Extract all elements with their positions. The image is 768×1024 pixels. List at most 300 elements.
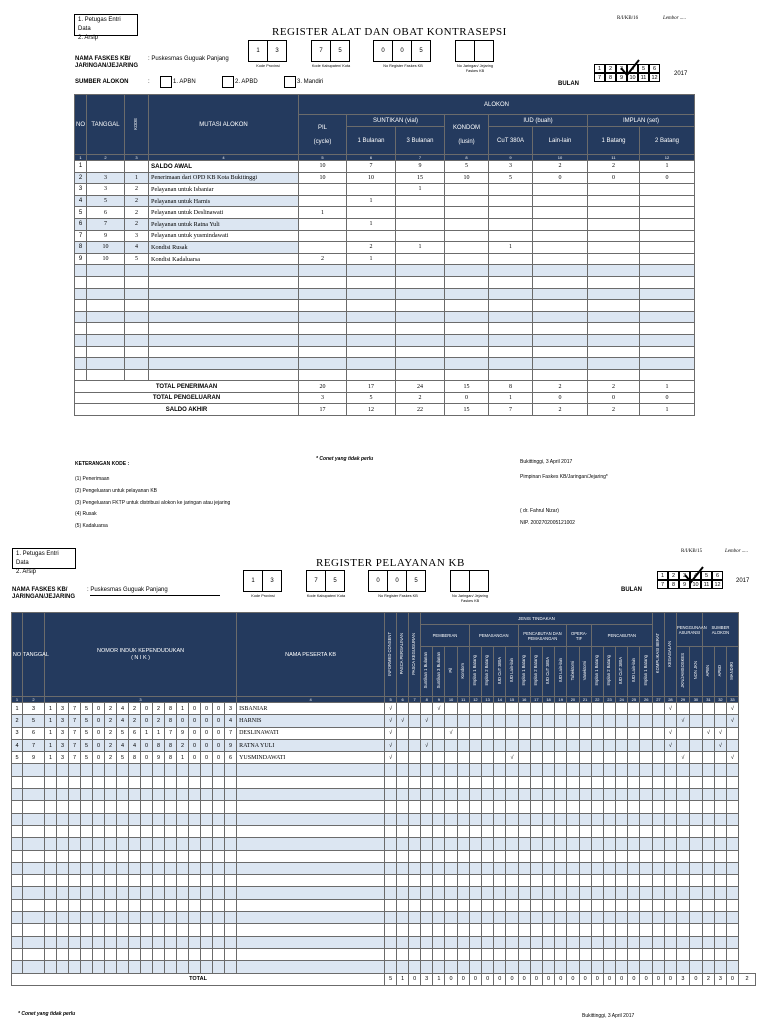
nik-digit[interactable]: 6 — [129, 727, 141, 739]
empty-cell[interactable] — [567, 838, 579, 850]
nik-digit[interactable]: 2 — [105, 727, 117, 739]
row-mark[interactable]: √ — [714, 727, 726, 739]
empty-cell[interactable] — [177, 948, 189, 960]
empty-cell[interactable] — [421, 776, 433, 788]
row-mark[interactable] — [676, 739, 689, 751]
empty-cell[interactable] — [177, 801, 189, 813]
empty-cell[interactable] — [433, 887, 445, 899]
row-value[interactable] — [489, 184, 533, 196]
row-mark[interactable] — [702, 752, 714, 764]
row-mark[interactable] — [542, 703, 554, 715]
empty-cell[interactable] — [494, 899, 506, 911]
empty-cell[interactable] — [396, 346, 445, 358]
empty-cell[interactable] — [57, 789, 69, 801]
empty-cell[interactable] — [421, 825, 433, 837]
empty-cell[interactable] — [165, 776, 177, 788]
empty-cell[interactable] — [518, 776, 530, 788]
empty-cell[interactable] — [165, 887, 177, 899]
row-mark[interactable] — [433, 739, 445, 751]
empty-cell[interactable] — [141, 862, 153, 874]
empty-cell[interactable] — [603, 813, 615, 825]
row-value[interactable]: 1 — [396, 242, 445, 254]
empty-cell[interactable] — [105, 924, 117, 936]
empty-cell[interactable] — [57, 936, 69, 948]
empty-cell[interactable] — [616, 899, 628, 911]
empty-cell[interactable] — [482, 776, 494, 788]
empty-cell[interactable] — [445, 801, 457, 813]
empty-cell[interactable] — [702, 764, 714, 776]
empty-cell[interactable] — [489, 288, 533, 300]
empty-cell[interactable] — [421, 838, 433, 850]
nik-digit[interactable]: 2 — [105, 752, 117, 764]
empty-cell[interactable] — [714, 801, 726, 813]
empty-cell[interactable] — [153, 838, 165, 850]
empty-cell[interactable] — [542, 850, 554, 862]
empty-cell[interactable] — [567, 789, 579, 801]
nik-digit[interactable]: 7 — [69, 715, 81, 727]
row-mutasi[interactable]: Kondisi Rusak — [149, 242, 299, 254]
empty-cell[interactable] — [421, 936, 433, 948]
empty-cell[interactable] — [445, 899, 457, 911]
row-mark[interactable] — [579, 703, 591, 715]
empty-cell[interactable] — [482, 948, 494, 960]
row-mark[interactable] — [506, 703, 518, 715]
empty-cell[interactable] — [518, 813, 530, 825]
empty-cell[interactable] — [385, 936, 397, 948]
empty-cell[interactable] — [141, 875, 153, 887]
empty-cell[interactable] — [702, 776, 714, 788]
bulan-cell[interactable]: 7 — [594, 73, 605, 82]
empty-cell[interactable] — [457, 838, 469, 850]
empty-cell[interactable] — [213, 887, 225, 899]
nik-digit[interactable]: 0 — [213, 739, 225, 751]
empty-cell[interactable] — [81, 789, 93, 801]
empty-cell[interactable] — [714, 875, 726, 887]
row-value[interactable] — [445, 242, 489, 254]
empty-cell[interactable] — [533, 323, 588, 335]
empty-cell[interactable] — [149, 300, 299, 312]
empty-cell[interactable] — [81, 875, 93, 887]
empty-cell[interactable] — [640, 801, 652, 813]
row-mark[interactable] — [409, 739, 421, 751]
row-value[interactable] — [445, 253, 489, 265]
empty-cell[interactable] — [726, 850, 738, 862]
empty-cell[interactable] — [75, 276, 87, 288]
empty-cell[interactable] — [588, 323, 640, 335]
empty-cell[interactable] — [396, 369, 445, 381]
empty-cell[interactable] — [482, 936, 494, 948]
empty-cell[interactable] — [153, 789, 165, 801]
empty-cell[interactable] — [494, 764, 506, 776]
empty-cell[interactable] — [141, 948, 153, 960]
empty-cell[interactable] — [445, 850, 457, 862]
empty-cell[interactable] — [628, 850, 640, 862]
empty-cell[interactable] — [237, 862, 385, 874]
empty-cell[interactable] — [591, 948, 603, 960]
bulan-cell[interactable]: 9 — [616, 73, 627, 82]
empty-cell[interactable] — [640, 862, 652, 874]
row-value[interactable] — [640, 230, 695, 242]
empty-cell[interactable] — [555, 912, 567, 924]
empty-cell[interactable] — [129, 899, 141, 911]
empty-cell[interactable] — [397, 862, 409, 874]
bulan-cell[interactable]: 10 — [690, 580, 701, 589]
empty-cell[interactable] — [213, 912, 225, 924]
empty-cell[interactable] — [12, 789, 23, 801]
empty-cell[interactable] — [397, 899, 409, 911]
empty-cell[interactable] — [689, 776, 702, 788]
nik-digit[interactable]: 0 — [189, 703, 201, 715]
empty-cell[interactable] — [542, 961, 554, 973]
empty-cell[interactable] — [445, 311, 489, 323]
empty-cell[interactable] — [676, 961, 689, 973]
empty-cell[interactable] — [457, 825, 469, 837]
empty-cell[interactable] — [385, 961, 397, 973]
empty-cell[interactable] — [299, 288, 347, 300]
empty-cell[interactable] — [165, 813, 177, 825]
empty-cell[interactable] — [397, 801, 409, 813]
empty-cell[interactable] — [555, 813, 567, 825]
empty-cell[interactable] — [445, 358, 489, 370]
empty-cell[interactable] — [189, 850, 201, 862]
row-mutasi[interactable]: Pelayanan untuk Harnis — [149, 195, 299, 207]
empty-cell[interactable] — [117, 912, 129, 924]
empty-cell[interactable] — [57, 764, 69, 776]
empty-cell[interactable] — [457, 862, 469, 874]
empty-cell[interactable] — [177, 813, 189, 825]
empty-cell[interactable] — [125, 265, 149, 277]
row-value[interactable]: 0 — [533, 172, 588, 184]
empty-cell[interactable] — [69, 899, 81, 911]
row-value[interactable] — [588, 218, 640, 230]
row-mark[interactable]: √ — [702, 727, 714, 739]
empty-cell[interactable] — [201, 862, 213, 874]
empty-cell[interactable] — [23, 924, 45, 936]
empty-cell[interactable] — [567, 948, 579, 960]
row-mark[interactable] — [616, 715, 628, 727]
empty-cell[interactable] — [141, 825, 153, 837]
empty-cell[interactable] — [652, 899, 664, 911]
empty-cell[interactable] — [457, 875, 469, 887]
empty-cell[interactable] — [482, 764, 494, 776]
empty-cell[interactable] — [75, 288, 87, 300]
empty-cell[interactable] — [482, 912, 494, 924]
bulan-cell[interactable]: 1 — [594, 64, 605, 73]
empty-cell[interactable] — [153, 936, 165, 948]
empty-cell[interactable] — [702, 887, 714, 899]
empty-cell[interactable] — [213, 850, 225, 862]
empty-cell[interactable] — [385, 838, 397, 850]
empty-cell[interactable] — [57, 912, 69, 924]
empty-cell[interactable] — [69, 850, 81, 862]
empty-cell[interactable] — [457, 887, 469, 899]
empty-cell[interactable] — [664, 948, 676, 960]
empty-cell[interactable] — [714, 850, 726, 862]
row-value[interactable] — [445, 207, 489, 219]
empty-cell[interactable] — [165, 875, 177, 887]
empty-cell[interactable] — [165, 825, 177, 837]
row-mark[interactable] — [640, 727, 652, 739]
empty-cell[interactable] — [165, 899, 177, 911]
empty-cell[interactable] — [579, 899, 591, 911]
empty-cell[interactable] — [385, 850, 397, 862]
empty-cell[interactable] — [494, 813, 506, 825]
row-nama[interactable]: YUSMINDAWATI — [237, 752, 385, 764]
row-mark[interactable] — [421, 703, 433, 715]
empty-cell[interactable] — [518, 764, 530, 776]
empty-cell[interactable] — [640, 912, 652, 924]
empty-cell[interactable] — [299, 311, 347, 323]
empty-cell[interactable] — [57, 961, 69, 973]
row-value[interactable]: 15 — [396, 172, 445, 184]
empty-cell[interactable] — [676, 813, 689, 825]
nik-digit[interactable]: 5 — [117, 752, 129, 764]
empty-cell[interactable] — [153, 862, 165, 874]
empty-cell[interactable] — [81, 912, 93, 924]
row-mark[interactable] — [640, 752, 652, 764]
empty-cell[interactable] — [494, 850, 506, 862]
row-value[interactable] — [640, 242, 695, 254]
row-value[interactable] — [445, 230, 489, 242]
empty-cell[interactable] — [57, 924, 69, 936]
empty-cell[interactable] — [616, 813, 628, 825]
empty-cell[interactable] — [567, 776, 579, 788]
empty-cell[interactable] — [117, 825, 129, 837]
row-mutasi[interactable]: Pelayanan untuk Deslinawati — [149, 207, 299, 219]
empty-cell[interactable] — [237, 948, 385, 960]
empty-cell[interactable] — [689, 948, 702, 960]
empty-cell[interactable] — [676, 912, 689, 924]
nik-digit[interactable]: 0 — [213, 715, 225, 727]
empty-cell[interactable] — [397, 813, 409, 825]
empty-cell[interactable] — [482, 838, 494, 850]
nik-digit[interactable]: 1 — [177, 752, 189, 764]
nik-digit[interactable]: 9 — [153, 752, 165, 764]
empty-cell[interactable] — [93, 801, 105, 813]
row-mark[interactable] — [591, 715, 603, 727]
nik-digit[interactable]: 8 — [165, 715, 177, 727]
empty-cell[interactable] — [117, 862, 129, 874]
r2-code-digit[interactable]: 7 — [306, 570, 326, 592]
empty-cell[interactable] — [726, 887, 738, 899]
empty-cell[interactable] — [141, 912, 153, 924]
row-tanggal[interactable]: 9 — [23, 752, 45, 764]
row-nama[interactable]: DESLINAWATI — [237, 727, 385, 739]
empty-cell[interactable] — [555, 789, 567, 801]
empty-cell[interactable] — [603, 912, 615, 924]
empty-cell[interactable] — [579, 776, 591, 788]
empty-cell[interactable] — [603, 850, 615, 862]
empty-cell[interactable] — [445, 265, 489, 277]
empty-cell[interactable] — [299, 358, 347, 370]
row-value[interactable] — [396, 207, 445, 219]
row-value[interactable] — [533, 207, 588, 219]
empty-cell[interactable] — [533, 334, 588, 346]
empty-cell[interactable] — [421, 899, 433, 911]
empty-cell[interactable] — [141, 764, 153, 776]
empty-cell[interactable] — [714, 948, 726, 960]
row-mark[interactable]: √ — [726, 752, 738, 764]
bulan-cell[interactable]: 5 — [638, 64, 649, 73]
empty-cell[interactable] — [567, 764, 579, 776]
empty-cell[interactable] — [579, 961, 591, 973]
empty-cell[interactable] — [664, 825, 676, 837]
empty-cell[interactable] — [533, 300, 588, 312]
empty-cell[interactable] — [588, 276, 640, 288]
empty-cell[interactable] — [555, 862, 567, 874]
empty-cell[interactable] — [81, 825, 93, 837]
empty-cell[interactable] — [616, 862, 628, 874]
empty-cell[interactable] — [506, 776, 518, 788]
row-mark[interactable] — [555, 752, 567, 764]
empty-cell[interactable] — [385, 912, 397, 924]
empty-cell[interactable] — [105, 776, 117, 788]
empty-cell[interactable] — [117, 961, 129, 973]
empty-cell[interactable] — [591, 924, 603, 936]
empty-cell[interactable] — [616, 825, 628, 837]
empty-cell[interactable] — [75, 265, 87, 277]
empty-cell[interactable] — [409, 862, 421, 874]
row-value[interactable]: 1 — [640, 161, 695, 173]
empty-cell[interactable] — [189, 875, 201, 887]
empty-cell[interactable] — [45, 862, 57, 874]
empty-cell[interactable] — [714, 887, 726, 899]
empty-cell[interactable] — [409, 850, 421, 862]
row-mark[interactable]: √ — [664, 727, 676, 739]
empty-cell[interactable] — [225, 838, 237, 850]
row-mark[interactable] — [518, 727, 530, 739]
empty-cell[interactable] — [494, 887, 506, 899]
row-value[interactable] — [347, 207, 396, 219]
empty-cell[interactable] — [225, 924, 237, 936]
empty-cell[interactable] — [81, 936, 93, 948]
empty-cell[interactable] — [555, 887, 567, 899]
row-value[interactable] — [588, 253, 640, 265]
nik-digit[interactable]: 0 — [189, 715, 201, 727]
empty-cell[interactable] — [45, 825, 57, 837]
nik-digit[interactable]: 4 — [129, 739, 141, 751]
empty-cell[interactable] — [489, 300, 533, 312]
empty-cell[interactable] — [87, 323, 125, 335]
nik-digit[interactable]: 0 — [201, 739, 213, 751]
empty-cell[interactable] — [628, 948, 640, 960]
empty-cell[interactable] — [433, 789, 445, 801]
empty-cell[interactable] — [603, 801, 615, 813]
empty-cell[interactable] — [125, 311, 149, 323]
row-value[interactable]: 10 — [299, 172, 347, 184]
empty-cell[interactable] — [603, 924, 615, 936]
row-value[interactable]: 10 — [445, 172, 489, 184]
empty-cell[interactable] — [494, 825, 506, 837]
empty-cell[interactable] — [542, 899, 554, 911]
row-mark[interactable] — [603, 727, 615, 739]
empty-cell[interactable] — [445, 862, 457, 874]
empty-cell[interactable] — [237, 789, 385, 801]
row-value[interactable] — [489, 230, 533, 242]
empty-cell[interactable] — [69, 838, 81, 850]
nik-digit[interactable]: 4 — [117, 739, 129, 751]
empty-cell[interactable] — [69, 961, 81, 973]
empty-cell[interactable] — [129, 776, 141, 788]
nik-digit[interactable]: 1 — [45, 752, 57, 764]
empty-cell[interactable] — [129, 825, 141, 837]
empty-cell[interactable] — [714, 912, 726, 924]
row-kode[interactable]: 2 — [125, 195, 149, 207]
empty-cell[interactable] — [445, 825, 457, 837]
empty-cell[interactable] — [533, 358, 588, 370]
empty-cell[interactable] — [93, 899, 105, 911]
empty-cell[interactable] — [81, 887, 93, 899]
empty-cell[interactable] — [445, 813, 457, 825]
empty-cell[interactable] — [533, 276, 588, 288]
empty-cell[interactable] — [93, 936, 105, 948]
empty-cell[interactable] — [347, 288, 396, 300]
empty-cell[interactable] — [105, 764, 117, 776]
empty-cell[interactable] — [533, 265, 588, 277]
empty-cell[interactable] — [153, 924, 165, 936]
nik-digit[interactable]: 5 — [117, 727, 129, 739]
empty-cell[interactable] — [469, 912, 481, 924]
empty-cell[interactable] — [714, 961, 726, 973]
row-mark[interactable] — [579, 752, 591, 764]
empty-cell[interactable] — [12, 862, 23, 874]
nik-digit[interactable]: 1 — [45, 727, 57, 739]
empty-cell[interactable] — [69, 801, 81, 813]
empty-cell[interactable] — [664, 912, 676, 924]
nik-digit[interactable]: 8 — [165, 703, 177, 715]
empty-cell[interactable] — [23, 825, 45, 837]
row-kode[interactable]: 2 — [125, 218, 149, 230]
empty-cell[interactable] — [469, 838, 481, 850]
empty-cell[interactable] — [45, 813, 57, 825]
row-mark[interactable] — [409, 703, 421, 715]
empty-cell[interactable] — [530, 838, 542, 850]
empty-cell[interactable] — [385, 776, 397, 788]
empty-cell[interactable] — [23, 789, 45, 801]
empty-cell[interactable] — [433, 838, 445, 850]
empty-cell[interactable] — [177, 875, 189, 887]
empty-cell[interactable] — [433, 764, 445, 776]
empty-cell[interactable] — [469, 924, 481, 936]
empty-cell[interactable] — [23, 862, 45, 874]
nik-digit[interactable]: 8 — [165, 739, 177, 751]
row-mark[interactable]: √ — [421, 739, 433, 751]
row-mark[interactable] — [457, 727, 469, 739]
empty-cell[interactable] — [603, 776, 615, 788]
empty-cell[interactable] — [12, 924, 23, 936]
row-mark[interactable] — [689, 715, 702, 727]
row-value[interactable] — [396, 195, 445, 207]
empty-cell[interactable] — [518, 961, 530, 973]
empty-cell[interactable] — [726, 924, 738, 936]
empty-cell[interactable] — [141, 813, 153, 825]
empty-cell[interactable] — [530, 899, 542, 911]
empty-cell[interactable] — [652, 862, 664, 874]
row-mark[interactable] — [567, 727, 579, 739]
empty-cell[interactable] — [714, 924, 726, 936]
empty-cell[interactable] — [189, 887, 201, 899]
row-value[interactable] — [588, 207, 640, 219]
empty-cell[interactable] — [397, 936, 409, 948]
empty-cell[interactable] — [129, 912, 141, 924]
nik-digit[interactable]: 0 — [189, 739, 201, 751]
row-tanggal[interactable]: 9 — [87, 230, 125, 242]
row-mutasi[interactable]: Pelayanan untuk Ratna Yuli — [149, 218, 299, 230]
empty-cell[interactable] — [45, 899, 57, 911]
nik-digit[interactable]: 2 — [153, 715, 165, 727]
empty-cell[interactable] — [726, 825, 738, 837]
empty-cell[interactable] — [469, 899, 481, 911]
